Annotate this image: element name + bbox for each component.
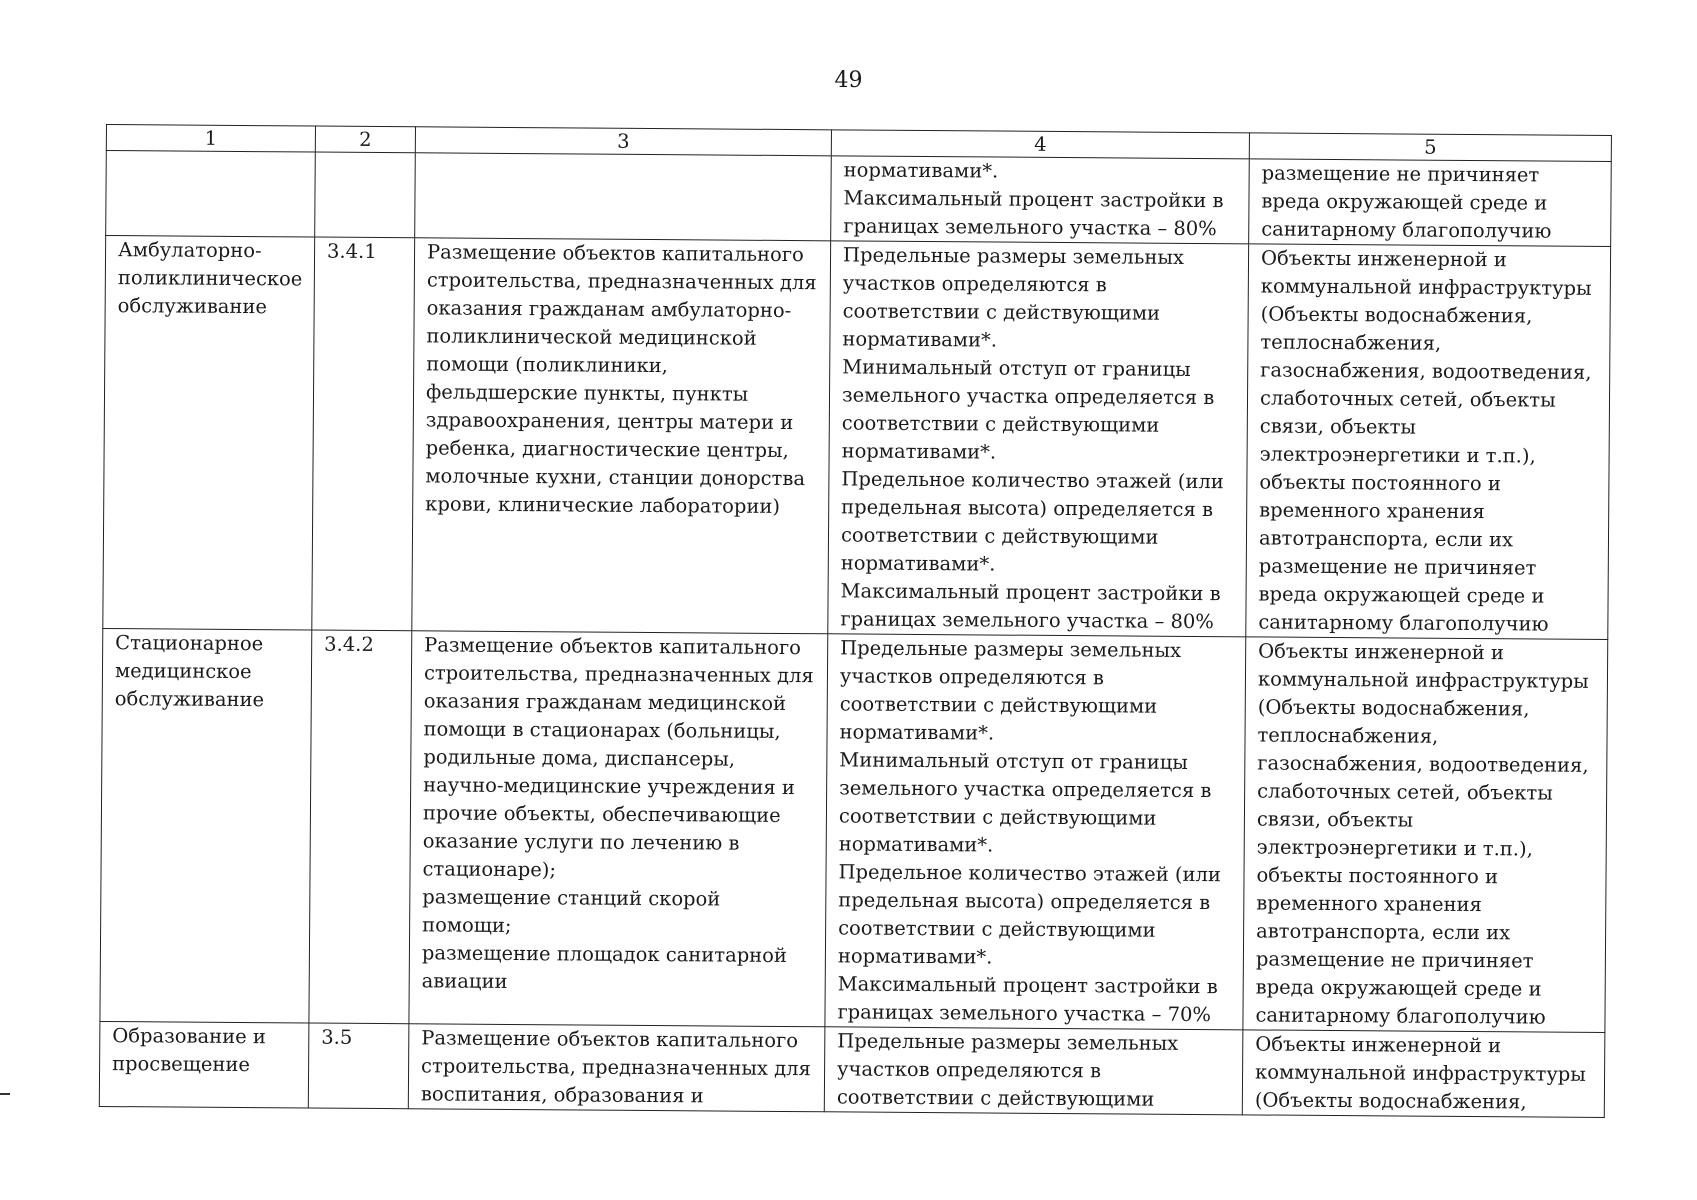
parameters-cell: Предельные размеры земельных участков определяются в соответствии с действующими нормативами*. Минимальный отступ от границы земельного участка определяется в соответствии с действующими нормативами*. Предельное количество этажей (или предельная высота) определяется в соответствии с действующими нормативами*. Максимальный процент застройки в границах земельного участка – 70%: [825, 634, 1246, 1030]
table-row: [99, 1021, 1605, 1117]
use-code-cell: [315, 152, 416, 238]
use-name-cell: Амбулаторно-поликлиническое обслуживание: [103, 236, 315, 631]
auxiliary-uses-cell: Объекты инженерной и коммунальной инфраструктуры (Объекты водоснабжения, теплоснабжения, газоснабжения, водоотведения, слаботочных сетей, объекты связи, объекты электроэнергетики и т.п.), объекты постоянного и временного хранения автотранспорта, если их размещение не причиняет вреда окружающей среде и санитарному благополучию: [1246, 244, 1611, 640]
table-row: [106, 151, 1612, 247]
column-header-3: 3: [415, 127, 831, 156]
table-container: [99, 124, 1611, 1118]
table-row: [103, 236, 1611, 640]
auxiliary-uses-cell: размещение не причиняет вреда окружающей среде и санитарному благополучию: [1249, 159, 1612, 247]
column-header-2: 2: [315, 126, 415, 153]
land-use-table: [99, 124, 1612, 1118]
auxiliary-uses-cell: Объекты инженерной и коммунальной инфраструктуры (Объекты водоснабжения, теплоснабжения, газоснабжения, водоотведения, слаботочных сетей, объекты связи, объекты электроэнергетики и т.п.), объекты постоянного и временного хранения автотранспорта, если их размещение не причиняет вреда окружающей среде и санитарному благополучию: [1243, 637, 1608, 1033]
use-description-cell: [415, 153, 832, 241]
margin-mark: [0, 1093, 10, 1095]
use-description-cell: Размещение объектов капитального строительства, предназначенных для воспитания, образования и: [408, 1024, 825, 1112]
page-number: 49: [834, 68, 863, 93]
column-header-5: 5: [1249, 133, 1611, 162]
parameters-cell: нормативами*. Максимальный процент застройки в границах земельного участка – 80%: [831, 156, 1250, 244]
column-header-4: 4: [831, 130, 1249, 159]
parameters-cell: Предельные размеры земельных участков определяются в соответствии с действующими: [824, 1027, 1243, 1115]
use-code-cell: 3.4.1: [312, 237, 415, 631]
auxiliary-uses-cell: Объекты инженерной и коммунальной инфраструктуры (Объекты водоснабжения,: [1242, 1030, 1605, 1118]
use-description-cell: Размещение объектов капитального строительства, предназначенных для оказания гражданам амбулаторно-поликлинической медицинской помощи (поликлиники, фельдшерские пункты, пункты здравоохранения, центры матери и ребенка, диагностические центры, молочные кухни, станции донорства крови, клинические лаборатории): [412, 238, 831, 634]
use-code-cell: 3.5: [308, 1023, 409, 1109]
table-row: [100, 628, 1608, 1032]
use-code-cell: 3.4.2: [309, 630, 412, 1024]
use-name-cell: Образование и просвещение: [99, 1021, 309, 1108]
use-name-cell: Стационарное медицинское обслуживание: [100, 628, 312, 1023]
parameters-cell: Предельные размеры земельных участков определяются в соответствии с действующими нормативами*. Минимальный отступ от границы земельного участка определяется в соответствии с действующими нормативами*. Предельное количество этажей (или предельная высота) определяется в соответствии с действующими нормативами*. Максимальный процент застройки в границах земельного участка – 80%: [828, 241, 1249, 637]
use-description-cell: Размещение объектов капитального строительства, предназначенных для оказания гражданам медицинской помощи в стационарах (больницы, родильные дома, диспансеры, научно-медицинские учреждения и прочие объекты, обеспечивающие оказание услуги по лечению в стационаре); размещение станций скорой помощи; размещение площадок санитарной авиации: [409, 631, 828, 1027]
column-header-1: 1: [106, 125, 315, 153]
use-name-cell: [106, 151, 316, 238]
